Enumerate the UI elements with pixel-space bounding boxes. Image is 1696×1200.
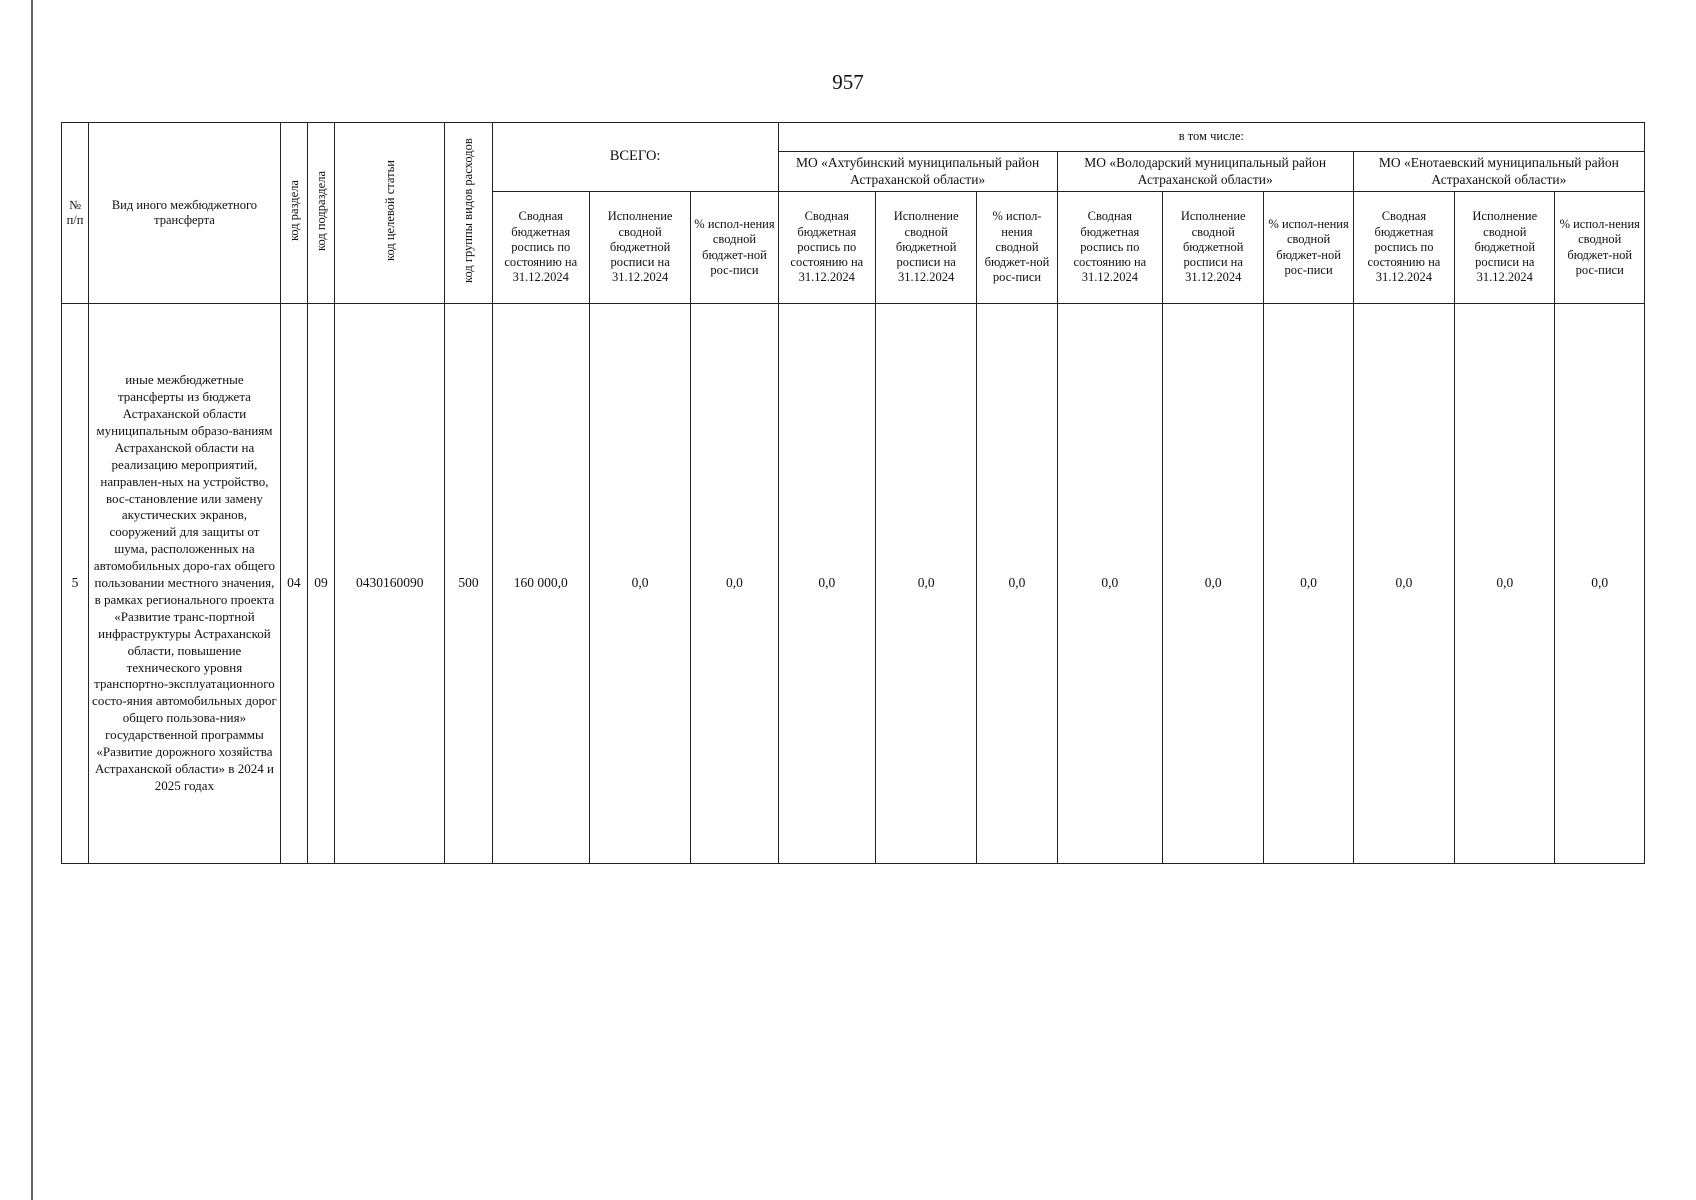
header-mo1-execution: Исполнение сводной бюджетной росписи на 31.12.2024 <box>875 192 976 304</box>
row-expense-group-code: 500 <box>445 304 492 864</box>
header-mo1-percent: % испол-нения сводной бюджет-ной рос-писи <box>977 192 1057 304</box>
row-mo1-execution: 0,0 <box>875 304 976 864</box>
header-mo3-execution: Исполнение сводной бюджетной росписи на 31.12.2024 <box>1455 192 1555 304</box>
page-number: 957 <box>832 70 864 94</box>
table-row <box>62 304 1645 864</box>
row-mo2-plan: 0,0 <box>1057 304 1162 864</box>
row-mo3-plan: 0,0 <box>1353 304 1454 864</box>
header-target-code: код целевой статьи <box>334 123 444 304</box>
row-mo3-execution: 0,0 <box>1455 304 1555 864</box>
header-mo2-percent: % испол-нения сводной бюджет-ной рос-писи <box>1264 192 1353 304</box>
header-total: ВСЕГО: <box>492 123 778 192</box>
header-including: в том числе: <box>778 123 1644 152</box>
header-total-percent: % испол-нения сводной бюджет-ной рос-писи <box>691 192 778 304</box>
header-mo2-plan: Сводная бюджетная роспись по состоянию на 31.12.2024 <box>1057 192 1162 304</box>
header-subsection-code: код подраздела <box>307 123 334 304</box>
row-total-plan: 160 000,0 <box>492 304 589 864</box>
header-mo2-execution: Исполнение сводной бюджетной росписи на 31.12.2024 <box>1163 192 1264 304</box>
row-mo2-execution: 0,0 <box>1163 304 1264 864</box>
row-total-execution: 0,0 <box>589 304 690 864</box>
header-mo3-percent: % испол-нения сводной бюджет-ной рос-писи <box>1555 192 1645 304</box>
row-mo1-percent: 0,0 <box>977 304 1057 864</box>
header-mo3-plan: Сводная бюджетная роспись по состоянию на 31.12.2024 <box>1353 192 1454 304</box>
row-mo1-plan: 0,0 <box>778 304 875 864</box>
row-section-code: 04 <box>280 304 307 864</box>
header-section-code: код раздела <box>280 123 307 304</box>
row-target-code: 0430160090 <box>334 304 444 864</box>
row-mo2-percent: 0,0 <box>1264 304 1353 864</box>
header-mo-akhtubinsky: МО «Ахтубинский муниципальный район Астраханской области» <box>778 152 1057 192</box>
left-margin-line <box>31 0 33 1200</box>
row-description: иные межбюджетные трансферты из бюджета Астраханской области муниципальным образо-ваниям Астраханской области на реализацию мероприятий, направлен-ных на устройство, вос-становление или замену акустических экранов, сооружений для защиты от шума, расположенных на автомобильных доро-гах общего пользовании местного значения, в рамках регионального проекта «Развитие транс-портной инфраструктуры Астраханской области, повышение технического уровня транспортно-эксплуатационного состо-яния автомобильных дорог общего пользова-ния» государственной программы «Развитие дорожного хозяйства Астраханской области» в 2024 и 2025 годах <box>89 304 281 864</box>
header-mo1-plan: Сводная бюджетная роспись по состоянию на 31.12.2024 <box>778 192 875 304</box>
header-transfer-type: Вид иного межбюджетного трансферта <box>89 123 281 304</box>
budget-table <box>61 122 1645 864</box>
header-mo-enotaevsky: МО «Енотаевский муниципальный район Астраханской области» <box>1353 152 1644 192</box>
row-total-percent: 0,0 <box>691 304 778 864</box>
row-mo3-percent: 0,0 <box>1555 304 1645 864</box>
header-num: № п/п <box>62 123 89 304</box>
header-mo-volodarsky: МО «Володарский муниципальный район Астраханской области» <box>1057 152 1353 192</box>
header-expense-group-code: код группы видов расходов <box>445 123 492 304</box>
row-subsection-code: 09 <box>307 304 334 864</box>
header-total-plan: Сводная бюджетная роспись по состоянию на 31.12.2024 <box>492 192 589 304</box>
header-total-execution: Исполнение сводной бюджетной росписи на 31.12.2024 <box>589 192 690 304</box>
row-num: 5 <box>62 304 89 864</box>
